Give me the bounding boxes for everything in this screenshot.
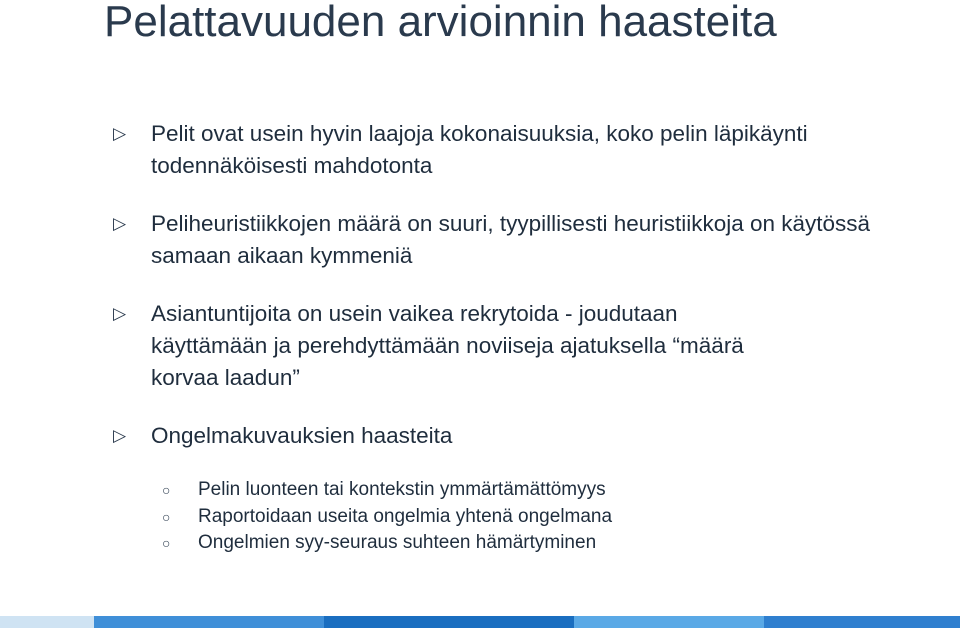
sub-bullet-text: Ongelmien syy-seuraus suhteen hämärtyminen — [198, 532, 597, 553]
sub-bullet-text: Pelin luonteen tai kontekstin ymmärtämättömyys — [198, 479, 606, 500]
stripe-segment — [764, 616, 960, 628]
stripe-segment — [574, 616, 764, 628]
triangle-bullet-icon: ▷ — [113, 304, 127, 323]
bullet-text: Pelit ovat usein hyvin laajoja kokonaisuuksia, koko pelin läpikäynti todennäköisesti mahdotonta — [151, 121, 808, 178]
triangle-bullet-icon: ▷ — [113, 214, 127, 233]
circle-bullet-icon: ○ — [162, 509, 171, 525]
circle-bullet-icon: ○ — [162, 535, 171, 551]
slide-title: Pelattavuuden arvioinnin haasteita — [104, 0, 777, 46]
stripe-segment — [324, 616, 574, 628]
stripe-segment — [94, 616, 324, 628]
bottom-color-stripe — [0, 616, 960, 628]
triangle-bullet-icon: ▷ — [113, 124, 127, 143]
bullet-text: Ongelmakuvauksien haasteita — [151, 423, 453, 448]
circle-bullet-icon: ○ — [162, 482, 171, 498]
triangle-bullet-icon: ▷ — [113, 426, 127, 445]
stripe-segment — [0, 616, 94, 628]
bullet-text: Peliheuristiikkojen määrä on suuri, tyypillisesti heuristiikkoja on käytössä samaan aikaan kymmeniä — [151, 211, 871, 268]
sub-bullet-text: Raportoidaan useita ongelmia yhtenä ongelmana — [198, 506, 613, 527]
bullet-text: Asiantuntijoita on usein vaikea rekrytoida - joudutaan käyttämään ja perehdyttämään noviiseja ajatuksella “määrä korvaa laadun” — [151, 301, 744, 390]
